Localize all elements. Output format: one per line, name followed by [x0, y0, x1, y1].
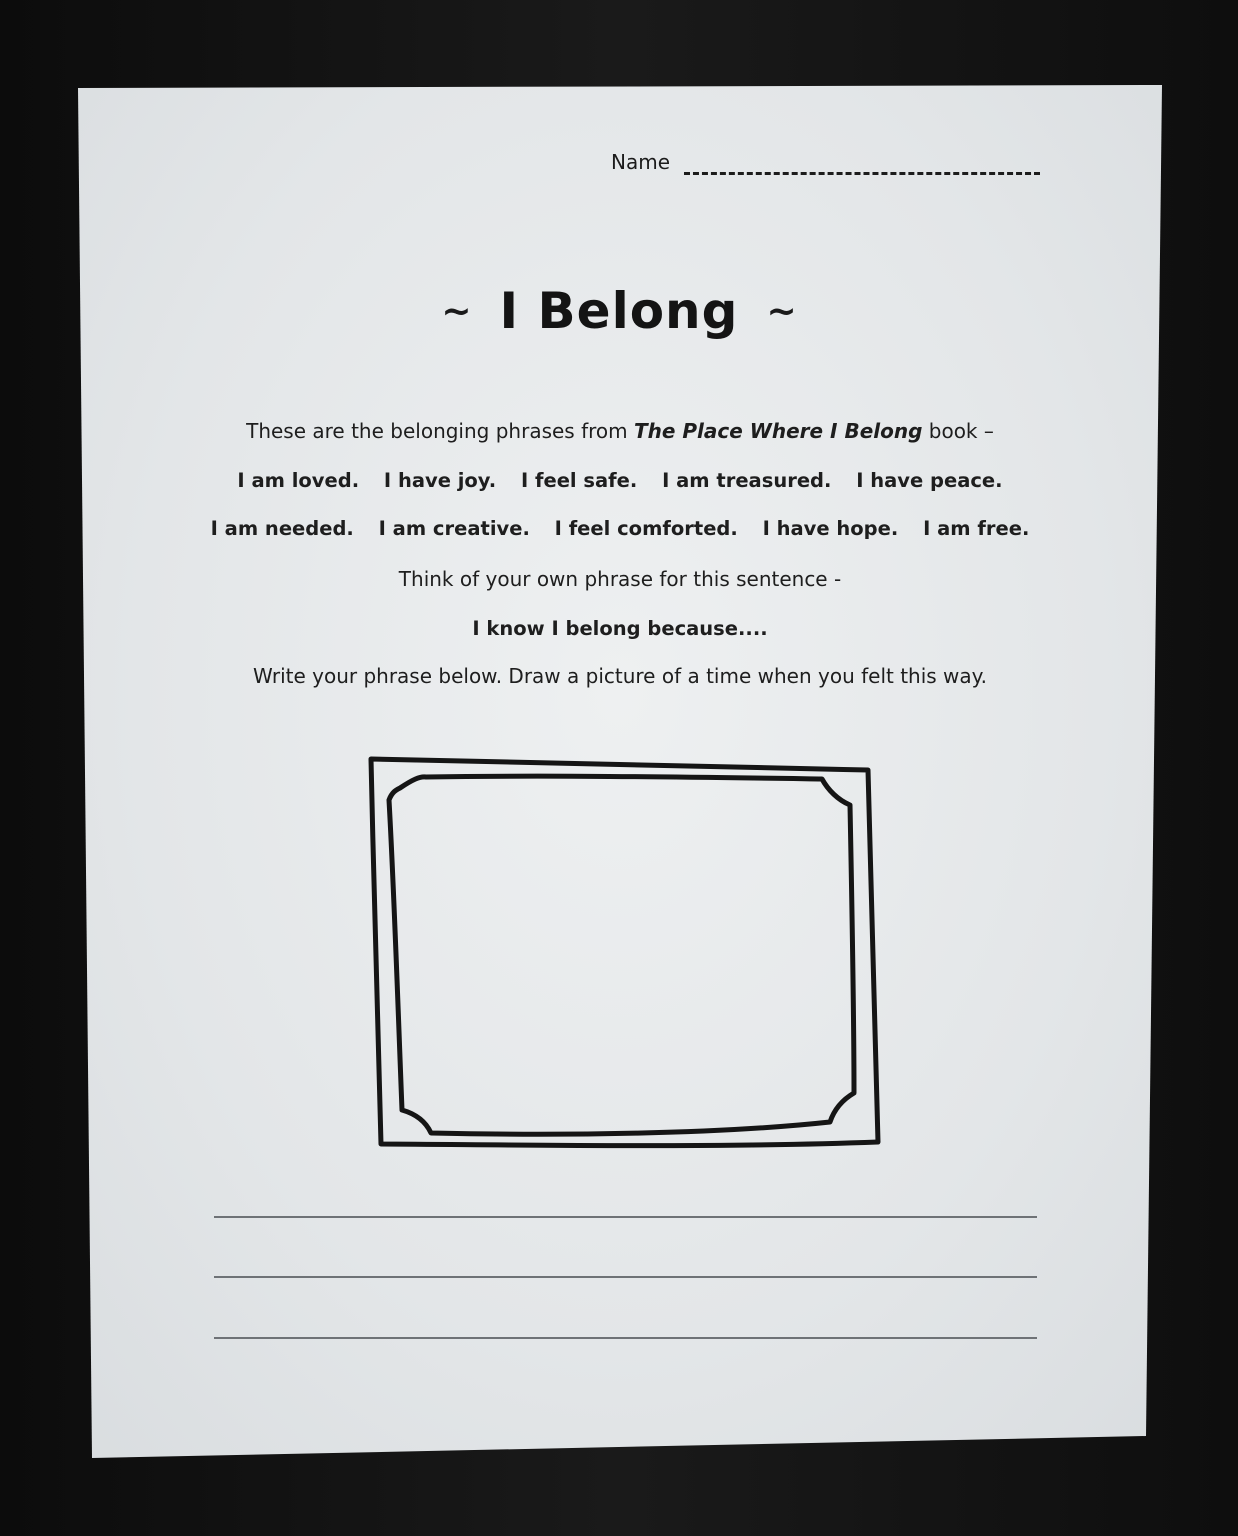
- phrase-item: I feel safe.: [520, 469, 638, 492]
- phrase-item: I am loved.: [237, 469, 360, 492]
- sentence-prompt: I know I belong because....: [472, 617, 768, 640]
- phrase-item: I am treasured.: [662, 469, 832, 492]
- writing-instructions: Write your phrase below. Draw a picture of a time when you felt this way.: [252, 664, 988, 688]
- intro-sentence: [160, 419, 1080, 443]
- name-blank-line: [684, 172, 1040, 175]
- writing-line-1[interactable]: [214, 1216, 1037, 1218]
- phrase-item: I am needed.: [210, 517, 354, 540]
- title-left-tilde: ~: [441, 290, 472, 332]
- phrase-item: I feel comforted.: [554, 517, 738, 540]
- phrase-item: I am free.: [923, 517, 1030, 540]
- page-title: I Belong: [499, 282, 739, 340]
- name-field: [611, 150, 1041, 180]
- phrase-item: I have joy.: [383, 469, 497, 492]
- intro-before: These are the belonging phrases from: [246, 419, 634, 443]
- book-title: The Place Where I Belong: [633, 419, 923, 443]
- writing-line-2[interactable]: [214, 1276, 1037, 1278]
- phrase-item: I am creative.: [378, 517, 530, 540]
- outer-frame-border: [371, 759, 878, 1146]
- inner-frame-border: [389, 776, 854, 1134]
- writing-line-3[interactable]: [214, 1337, 1037, 1339]
- drawing-frame[interactable]: [360, 748, 890, 1160]
- intro-after: book –: [922, 419, 994, 443]
- title-right-tilde: ~: [766, 290, 797, 332]
- page-title-row: [0, 282, 1238, 340]
- phrases-row-2: [160, 517, 1080, 540]
- name-label: Name: [611, 150, 671, 174]
- phrases-row-1: [160, 469, 1080, 492]
- phrase-item: I have hope.: [762, 517, 899, 540]
- phrase-item: I have peace.: [856, 469, 1003, 492]
- think-instruction: Think of your own phrase for this sentence -: [398, 567, 842, 591]
